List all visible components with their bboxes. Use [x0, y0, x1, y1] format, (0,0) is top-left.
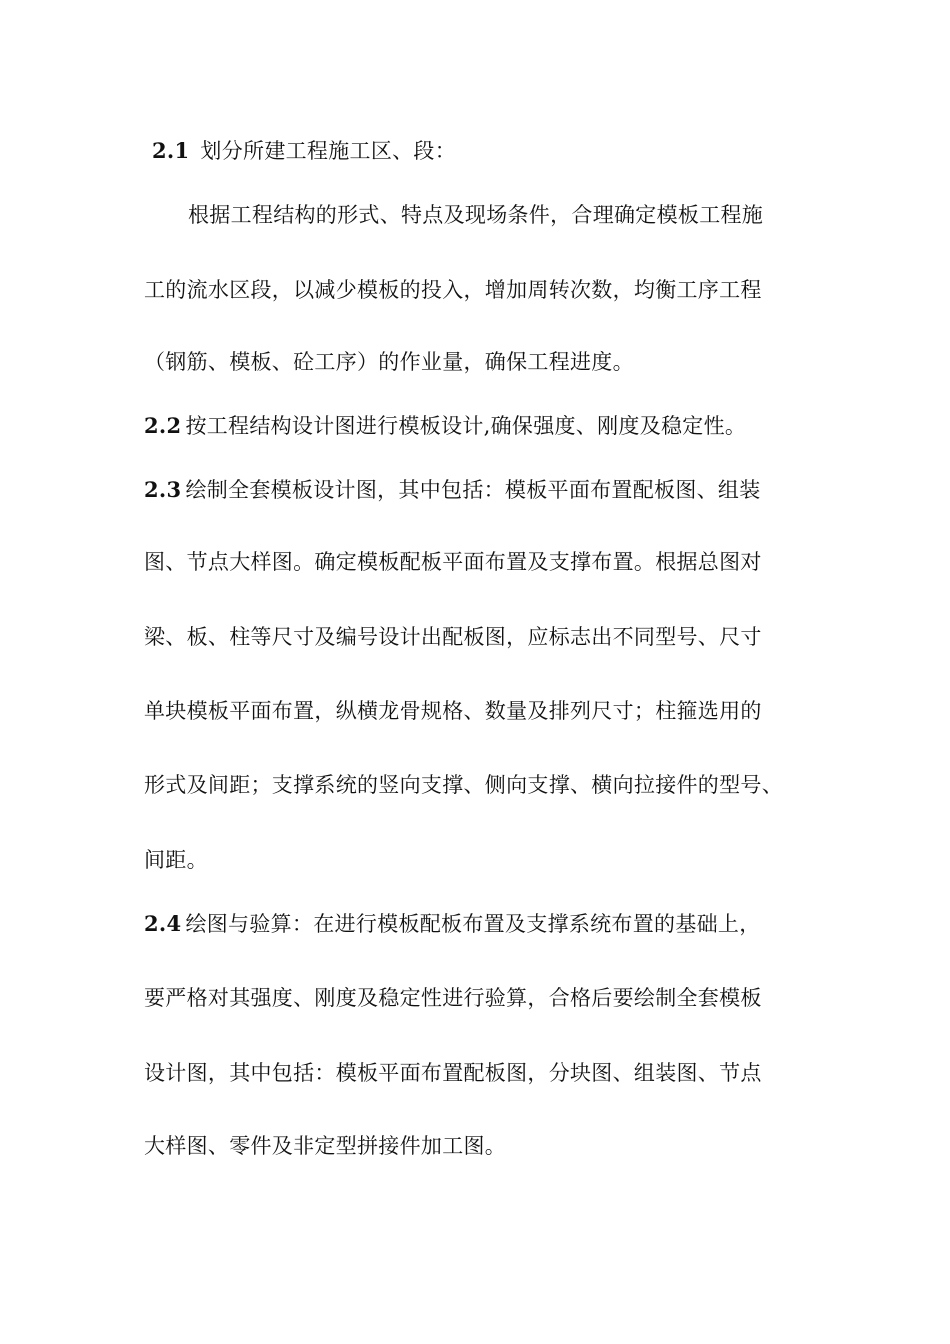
section-number: 2.4: [144, 911, 182, 936]
section-2-4-first-line: [144, 911, 761, 937]
section-text: 按工程结构设计图进行模板设计,确保强度、刚度及稳定性。: [185, 414, 747, 438]
paragraph-line: （钢筋、模板、砼工序）的作业量，确保工程进度。: [144, 350, 634, 374]
paragraph-line: 图、节点大样图。确定模板配板平面布置及支撑布置。根据总图对: [144, 550, 762, 574]
section-2-3-first-line: [144, 477, 761, 503]
section-2-2: [144, 413, 746, 439]
paragraph-line: 设计图，其中包括：模板平面布置配板图，分块图、组装图、节点: [144, 1061, 762, 1085]
paragraph-line: 单块模板平面布置，纵横龙骨规格、数量及排列尺寸；柱箍选用的: [144, 699, 762, 723]
section-text: 绘图与验算：在进行模板配板布置及支撑系统布置的基础上，: [185, 912, 761, 936]
paragraph-line: 梁、板、柱等尺寸及编号设计出配板图，应标志出不同型号、尺寸: [144, 625, 762, 649]
paragraph-line: 间距。: [144, 848, 208, 872]
section-number: 2.2: [144, 413, 182, 438]
section-title: 划分所建工程施工区、段：: [200, 139, 457, 163]
paragraph-line: 大样图、零件及非定型拼接件加工图。: [144, 1134, 507, 1158]
paragraph-line: 要严格对其强度、刚度及稳定性进行验算，合格后要绘制全套模板: [144, 986, 762, 1010]
paragraph-line: 工的流水区段，以减少模板的投入，增加周转次数，均衡工序工程: [144, 278, 762, 302]
section-number: 2.1: [152, 138, 190, 163]
section-number: 2.3: [144, 477, 182, 502]
section-text: 绘制全套模板设计图，其中包括：模板平面布置配板图、组装: [185, 478, 761, 502]
paragraph-line: 形式及间距；支撑系统的竖向支撑、侧向支撑、横向拉接件的型号、: [144, 773, 783, 797]
paragraph-line: 根据工程结构的形式、特点及现场条件，合理确定模板工程施: [188, 203, 764, 227]
section-2-1-heading: [152, 138, 456, 164]
